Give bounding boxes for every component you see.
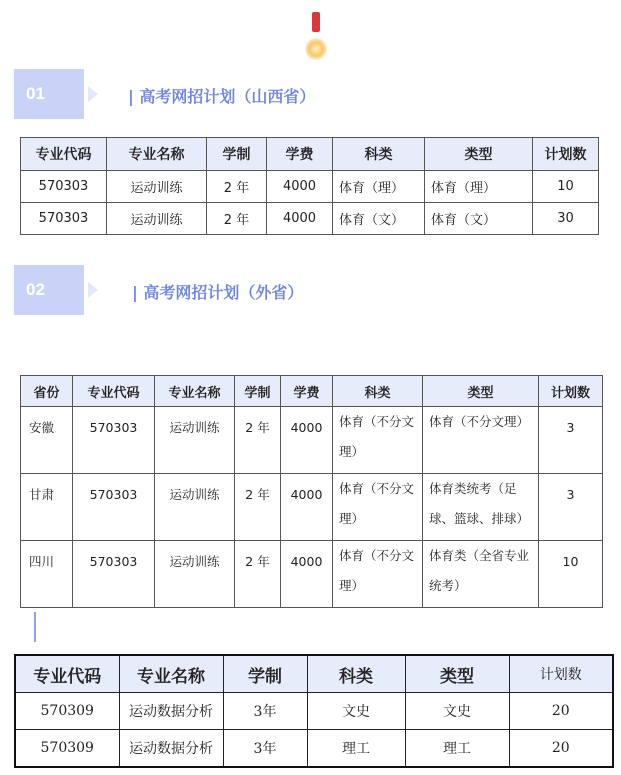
table-row — [21, 474, 603, 541]
cell-quota: 20 — [509, 693, 613, 730]
cell-major: 运动训练 — [155, 407, 235, 474]
header-cell: 学制 — [235, 376, 281, 407]
table-row — [21, 171, 599, 203]
cell-type: 体育（理） — [425, 171, 533, 203]
cell-duration: 2 年 — [235, 541, 281, 608]
cell-province: 安徽 — [21, 407, 73, 474]
cell-quota: 3 — [539, 407, 603, 474]
cell-province: 四川 — [21, 541, 73, 608]
cell-duration: 2 年 — [207, 171, 267, 203]
cell-category: 体育（不分文理） — [333, 407, 423, 474]
header-cell: 学费 — [281, 376, 333, 407]
section-title-shanxi: | 高考网招计划（山西省） — [128, 87, 316, 106]
cell-major: 运动训练 — [155, 541, 235, 608]
cell-quota: 10 — [533, 171, 599, 203]
shanxi-plan-table — [20, 137, 599, 235]
cell-fee: 4000 — [267, 203, 333, 235]
cell-major: 运动训练 — [107, 171, 207, 203]
other-provinces-plan-table — [20, 375, 603, 608]
cell-code: 570303 — [21, 203, 107, 235]
table-row — [21, 203, 599, 235]
cell-duration: 3年 — [223, 730, 307, 768]
cell-fee: 4000 — [281, 407, 333, 474]
cell-type: 体育（不分文理） — [423, 407, 539, 474]
header-cell: 学制 — [207, 138, 267, 171]
header-cell: 类型 — [423, 376, 539, 407]
section-badge-02: 02 — [14, 265, 84, 315]
candle-ornament — [305, 12, 329, 62]
cell-code: 570303 — [73, 407, 155, 474]
cell-category: 体育（文） — [333, 203, 425, 235]
header-cell: 专业名称 — [107, 138, 207, 171]
table-row — [15, 730, 613, 768]
header-cell: 科类 — [333, 138, 425, 171]
header-cell: 计划数 — [533, 138, 599, 171]
cell-major: 运动数据分析 — [119, 730, 223, 768]
cell-quota: 3 — [539, 474, 603, 541]
header-cell: 学费 — [267, 138, 333, 171]
cell-type: 文史 — [405, 693, 509, 730]
header-cell: 学制 — [223, 655, 307, 693]
header-cell: 专业名称 — [119, 655, 223, 693]
table-header-row — [21, 376, 603, 407]
cell-duration: 2 年 — [207, 203, 267, 235]
cell-fee: 4000 — [267, 171, 333, 203]
header-cell: 计划数 — [539, 376, 603, 407]
header-cell: 专业代码 — [73, 376, 155, 407]
cell-type: 体育类统考（足球、篮球、排球） — [423, 474, 539, 541]
header-cell: 省份 — [21, 376, 73, 407]
table-row — [15, 693, 613, 730]
cell-fee: 4000 — [281, 541, 333, 608]
cell-fee: 4000 — [281, 474, 333, 541]
cell-code: 570303 — [21, 171, 107, 203]
cell-code: 570309 — [15, 730, 119, 768]
cell-type: 体育（文） — [425, 203, 533, 235]
section-title-other-provinces: | 高考网招计划（外省） — [132, 283, 304, 302]
table-row — [21, 407, 603, 474]
table-header-row — [21, 138, 599, 171]
cell-duration: 2 年 — [235, 407, 281, 474]
cell-category: 体育（不分文理） — [333, 474, 423, 541]
table-row — [21, 541, 603, 608]
cell-code: 570303 — [73, 541, 155, 608]
candle-icon — [312, 12, 320, 32]
cell-major: 运动训练 — [107, 203, 207, 235]
header-cell: 科类 — [307, 655, 405, 693]
cell-type: 理工 — [405, 730, 509, 768]
header-cell: 专业代码 — [21, 138, 107, 171]
cell-major: 运动数据分析 — [119, 693, 223, 730]
cell-duration: 3年 — [223, 693, 307, 730]
section-divider — [34, 612, 36, 642]
cell-code: 570303 — [73, 474, 155, 541]
cell-category: 文史 — [307, 693, 405, 730]
header-cell: 专业名称 — [155, 376, 235, 407]
flame-glow-icon — [305, 38, 327, 60]
cell-province: 甘肃 — [21, 474, 73, 541]
cell-category: 体育（不分文理） — [333, 541, 423, 608]
cell-type: 体育类（全省专业统考） — [423, 541, 539, 608]
cell-quota: 10 — [539, 541, 603, 608]
cell-category: 理工 — [307, 730, 405, 768]
cell-quota: 30 — [533, 203, 599, 235]
cell-category: 体育（理） — [333, 171, 425, 203]
header-cell: 类型 — [405, 655, 509, 693]
header-cell: 计划数 — [509, 655, 613, 693]
data-analysis-plan-table — [14, 654, 614, 768]
cell-code: 570309 — [15, 693, 119, 730]
header-cell: 科类 — [333, 376, 423, 407]
cell-major: 运动训练 — [155, 474, 235, 541]
table-header-row — [15, 655, 613, 693]
header-cell: 专业代码 — [15, 655, 119, 693]
header-cell: 类型 — [425, 138, 533, 171]
section-badge-01: 01 — [14, 69, 84, 119]
cell-quota: 20 — [509, 730, 613, 768]
cell-duration: 2 年 — [235, 474, 281, 541]
